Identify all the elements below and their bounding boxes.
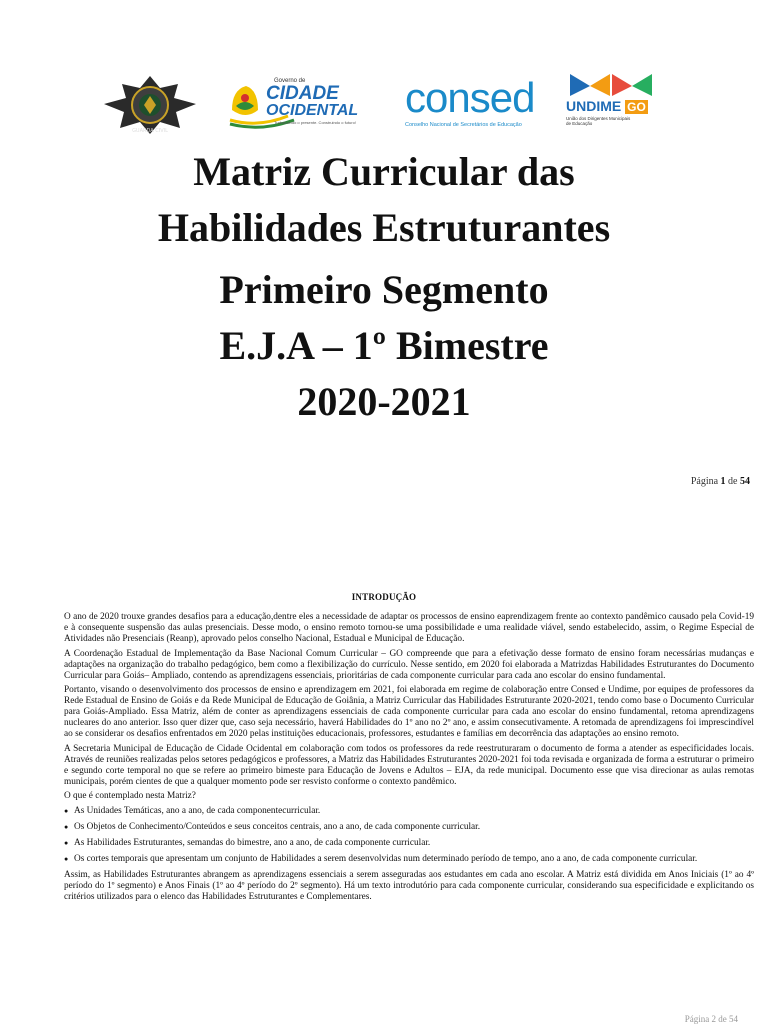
guarda-civil-badge-logo [100, 74, 200, 136]
intro-paragraph-2: A Coordenação Estadual de Implementação da Base Nacional Comum Curricular – GO compreende que para a efetivação desse formato de ensino foram necessárias mudanças e adaptações na organização do trabalho pedagógico, bem como a flexibilização do currículo. Nesse sentido, em 2020 foi elaborada a Matrizdas Habilidades Estruturantes do Documento Curricular para Goiás– Ampliado, contendo as aprendizagens essenciais, prioritárias de cada componente curricular para cada ano escolar do ensino fundamental. [64, 648, 754, 681]
undime-name: UNDIME [566, 98, 622, 114]
page-prefix: Página [690, 476, 719, 487]
undime-logo [566, 72, 658, 140]
page-current: 1 [720, 476, 726, 487]
intro-paragraph-6: Assim, as Habilidades Estruturantes abrangem as aprendizagens essenciais a serem asseguradas aos estudantes em cada ano escolar. A Matriz está dividida em Anos Iniciais (1º ao 4º período do 1º segmento) e Anos Finais (1º ao 4º período do 2º segmento). Há um texto introdutório para cada componente curricular, considerando sua especificidade e explicitando os critérios utilizados para o elenco das Habilidades Estruturantes e Complementares. [64, 869, 754, 902]
next-page-fragment: Página 2 de 54 [684, 1014, 738, 1024]
list-item: ● As Unidades Temáticas, ano a ano, de cada componentecurricular. [64, 806, 754, 817]
undime-subtitle: União dos Dirigentes Municipais de Educação [566, 116, 631, 126]
cidade-top-text: Governo de [274, 78, 306, 84]
cidade-line2: OCIDENTAL [266, 102, 359, 119]
title-line-4: E.J.A – 1º Bimestre [219, 323, 549, 368]
list-item: ● Os cortes temporais que apresentam um conjunto de Habilidades a serem desenvolvidas num determinado período de tempo, ano a ano, de cada componente curricular. [64, 854, 754, 865]
undime-state: GO [627, 100, 646, 114]
consed-logo [405, 76, 535, 136]
document-title [0, 144, 768, 430]
consed-subtitle: Conselho Nacional de Secretários de Educação [405, 122, 522, 128]
undime-emblem-icon [566, 72, 658, 98]
intro-heading: INTRODUÇÃO [351, 592, 417, 602]
intro-paragraph-4: A Secretaria Municipal de Educação de Cidade Ocidental em colaboração com todos os professores da rede reestruturaram o documento de forma a atender as especificidades locais. Através de reuniões realizadas pelos setores pedagógicos e professores, a Matriz das Habilidades Estruturantes 2020-2021 foi toda revisada e organizada de forma a estruturar o primeiro e segundo corte temporal no que se refere ao primeiro bimeste para Educação de Jovens e Adultos – EJA, da rede municipal. Documento esse que visa direcionar as aulas remotas municipais, porém cientes de que a qualquer momento pode ser resvisto conforme o contexto pandêmico. [64, 743, 754, 787]
intro-paragraph-1: O ano de 2020 trouxe grandes desafios para a educação,dentre eles a necessidade de adaptar os processos de ensino eaprendizagem frente ao contexto pandêmico causado pela Covid-19 e à consequente suspensão das aulas presenciais. Desse modo, o ensino remoto tornou-se uma possibilidade e uma realidade viável, sendo estabelecido, assim, o Regime Especial de Atividades não Presenciais (Reanp), aprovado pelos conselho Nacional, Estadual e Municipal de Educação. [64, 612, 754, 644]
title-line-1: Matriz Curricular das [193, 149, 575, 194]
title-line-2: Habilidades Estruturantes [157, 205, 611, 250]
page-total: 54 [740, 476, 750, 487]
intro-bullet-list [64, 806, 754, 865]
intro-paragraph-3: Portanto, visando o desenvolvimento dos processos de ensino e aprendizagem em 2021, foi elaborada em regime de colaboração entre Consed e Undime, por equipes de professores da Rede Estadual de Ensino de Goiás e da Rede Municipal de Educação de Goiânia, a Matriz Curricular das Habilidades Estruturante 2020-2021, tendo como base o Documento Curricular para Goiás-Ampliado. Essa Matriz, além de conter as aprendizagens essenciais de cada componente curricular para cada ano escolar do ensino fundamental, retoma aprendizagens nucleares do ano anterior. Isso quer dizer que, caso seja necessário, haverá Habilidades do 1º ano no 2º ano, e assim consecutivamente. A retomada de aprendizagens foi imprescindível ao se considerar os desafios enfrentados em 2020 pelas instituições educacionais, professores, estudantes e famílias em decorrência das adaptações ao ensino remoto. [64, 685, 754, 739]
list-item: ● Os Objetos de Conhecimento/Conteúdos e seus conceitos centrais, ano a ano, de cada componente curricular. [64, 822, 754, 833]
title-line-3: Primeiro Segmento [219, 267, 549, 312]
page-number [691, 476, 750, 487]
intro-question: O que é contemplado nesta Matriz? [64, 791, 196, 801]
title-line-5: 2020-2021 [297, 379, 471, 424]
cidade-ocidental-logo [228, 76, 358, 134]
consed-name: consed [405, 74, 535, 121]
page-of: de [728, 476, 738, 487]
badge-text: GUARDA CIVIL [132, 128, 168, 134]
cidade-tagline: Trabalhando o presente. Construindo o futuro! [274, 120, 356, 125]
cidade-line1: CIDADE [266, 83, 339, 104]
intro-body [64, 612, 754, 906]
logo-row [0, 70, 768, 140]
list-item: ● As Habilidades Estruturantes, semandas do bimestre, ano a ano, de cada componente curricular. [64, 838, 754, 849]
